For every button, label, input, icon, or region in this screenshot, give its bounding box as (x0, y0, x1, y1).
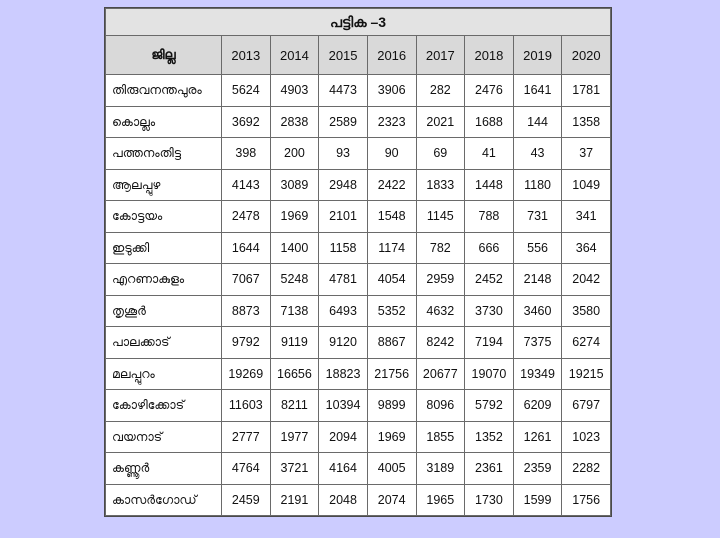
value-cell: 1833 (416, 169, 465, 201)
value-cell: 1352 (465, 421, 514, 453)
table-row (106, 390, 611, 422)
value-cell: 1261 (513, 421, 562, 453)
value-cell: 4143 (222, 169, 271, 201)
value-cell: 3189 (416, 453, 465, 485)
value-cell: 731 (513, 201, 562, 233)
value-cell: 9792 (222, 327, 271, 359)
value-cell: 2948 (319, 169, 368, 201)
value-cell: 1644 (222, 232, 271, 264)
value-cell: 1969 (367, 421, 416, 453)
value-cell: 2478 (222, 201, 271, 233)
value-cell: 4164 (319, 453, 368, 485)
value-cell: 6209 (513, 390, 562, 422)
value-cell: 5248 (270, 264, 319, 296)
value-cell: 6797 (562, 390, 611, 422)
value-cell: 7067 (222, 264, 271, 296)
value-cell: 2042 (562, 264, 611, 296)
value-cell: 93 (319, 138, 368, 170)
table-row (106, 201, 611, 233)
value-cell: 8211 (270, 390, 319, 422)
value-cell: 1965 (416, 484, 465, 516)
table-row (106, 295, 611, 327)
value-cell: 19349 (513, 358, 562, 390)
value-cell: 1448 (465, 169, 514, 201)
table-row (106, 232, 611, 264)
value-cell: 1855 (416, 421, 465, 453)
value-cell: 2589 (319, 106, 368, 138)
year-header-2019: 2019 (513, 36, 562, 75)
table-row (106, 106, 611, 138)
data-table-container (104, 7, 612, 517)
value-cell: 37 (562, 138, 611, 170)
table-row (106, 358, 611, 390)
value-cell: 7138 (270, 295, 319, 327)
value-cell: 1599 (513, 484, 562, 516)
value-cell: 2021 (416, 106, 465, 138)
year-header-2015: 2015 (319, 36, 368, 75)
district-name-cell: കോട്ടയം (106, 201, 222, 233)
value-cell: 8873 (222, 295, 271, 327)
value-cell: 19070 (465, 358, 514, 390)
value-cell: 18823 (319, 358, 368, 390)
value-cell: 2101 (319, 201, 368, 233)
value-cell: 11603 (222, 390, 271, 422)
value-cell: 3580 (562, 295, 611, 327)
value-cell: 21756 (367, 358, 416, 390)
district-name-cell: കോഴിക്കോട് (106, 390, 222, 422)
table-row (106, 75, 611, 107)
value-cell: 2191 (270, 484, 319, 516)
value-cell: 1145 (416, 201, 465, 233)
value-cell: 8242 (416, 327, 465, 359)
table-row (106, 421, 611, 453)
year-header-2013: 2013 (222, 36, 271, 75)
value-cell: 666 (465, 232, 514, 264)
value-cell: 9120 (319, 327, 368, 359)
district-name-cell: ആലപ്പുഴ (106, 169, 222, 201)
value-cell: 9899 (367, 390, 416, 422)
value-cell: 282 (416, 75, 465, 107)
value-cell: 69 (416, 138, 465, 170)
value-cell: 2094 (319, 421, 368, 453)
value-cell: 4054 (367, 264, 416, 296)
table-body (106, 75, 611, 516)
value-cell: 7194 (465, 327, 514, 359)
value-cell: 341 (562, 201, 611, 233)
value-cell: 398 (222, 138, 271, 170)
year-header-2018: 2018 (465, 36, 514, 75)
value-cell: 4764 (222, 453, 271, 485)
district-name-cell: തൃശൂർ (106, 295, 222, 327)
district-name-cell: ഇടുക്കി (106, 232, 222, 264)
value-cell: 90 (367, 138, 416, 170)
value-cell: 6274 (562, 327, 611, 359)
year-header-2014: 2014 (270, 36, 319, 75)
value-cell: 2282 (562, 453, 611, 485)
value-cell: 2422 (367, 169, 416, 201)
value-cell: 8867 (367, 327, 416, 359)
value-cell: 364 (562, 232, 611, 264)
value-cell: 2452 (465, 264, 514, 296)
district-name-cell: കൊല്ലം (106, 106, 222, 138)
year-header-2017: 2017 (416, 36, 465, 75)
value-cell: 1969 (270, 201, 319, 233)
value-cell: 2359 (513, 453, 562, 485)
value-cell: 788 (465, 201, 514, 233)
table-header-row (106, 36, 611, 75)
value-cell: 1174 (367, 232, 416, 264)
value-cell: 19215 (562, 358, 611, 390)
value-cell: 4781 (319, 264, 368, 296)
value-cell: 4903 (270, 75, 319, 107)
value-cell: 1400 (270, 232, 319, 264)
value-cell: 3089 (270, 169, 319, 201)
value-cell: 1781 (562, 75, 611, 107)
value-cell: 2148 (513, 264, 562, 296)
value-cell: 1548 (367, 201, 416, 233)
value-cell: 3730 (465, 295, 514, 327)
value-cell: 1358 (562, 106, 611, 138)
value-cell: 1023 (562, 421, 611, 453)
value-cell: 6493 (319, 295, 368, 327)
value-cell: 1756 (562, 484, 611, 516)
value-cell: 2074 (367, 484, 416, 516)
year-header-2020: 2020 (562, 36, 611, 75)
value-cell: 1158 (319, 232, 368, 264)
value-cell: 1641 (513, 75, 562, 107)
value-cell: 1180 (513, 169, 562, 201)
value-cell: 3460 (513, 295, 562, 327)
table-row (106, 138, 611, 170)
value-cell: 2838 (270, 106, 319, 138)
district-year-table (105, 8, 611, 516)
value-cell: 7375 (513, 327, 562, 359)
value-cell: 144 (513, 106, 562, 138)
table-title: പട്ടിക –3 (106, 9, 611, 36)
value-cell: 41 (465, 138, 514, 170)
district-name-cell: വയനാട് (106, 421, 222, 453)
table-row (106, 484, 611, 516)
value-cell: 20677 (416, 358, 465, 390)
value-cell: 5624 (222, 75, 271, 107)
district-name-cell: കാസർഗോഡ് (106, 484, 222, 516)
value-cell: 2048 (319, 484, 368, 516)
table-row (106, 327, 611, 359)
district-name-cell: എറണാകുളം (106, 264, 222, 296)
table-row (106, 169, 611, 201)
district-name-cell: മലപ്പുറം (106, 358, 222, 390)
district-name-cell: കണ്ണൂർ (106, 453, 222, 485)
value-cell: 2323 (367, 106, 416, 138)
district-column-header: ജില്ല (106, 36, 222, 75)
value-cell: 5352 (367, 295, 416, 327)
value-cell: 19269 (222, 358, 271, 390)
value-cell: 782 (416, 232, 465, 264)
value-cell: 43 (513, 138, 562, 170)
value-cell: 3692 (222, 106, 271, 138)
value-cell: 3721 (270, 453, 319, 485)
value-cell: 4473 (319, 75, 368, 107)
value-cell: 1688 (465, 106, 514, 138)
district-name-cell: തിരുവനന്തപുരം (106, 75, 222, 107)
value-cell: 556 (513, 232, 562, 264)
value-cell: 1049 (562, 169, 611, 201)
value-cell: 3906 (367, 75, 416, 107)
value-cell: 8096 (416, 390, 465, 422)
district-name-cell: പാലക്കാട് (106, 327, 222, 359)
year-header-2016: 2016 (367, 36, 416, 75)
value-cell: 2459 (222, 484, 271, 516)
value-cell: 2361 (465, 453, 514, 485)
value-cell: 4005 (367, 453, 416, 485)
value-cell: 10394 (319, 390, 368, 422)
district-name-cell: പത്തനംതിട്ട (106, 138, 222, 170)
value-cell: 9119 (270, 327, 319, 359)
value-cell: 2476 (465, 75, 514, 107)
value-cell: 16656 (270, 358, 319, 390)
table-title-row (106, 9, 611, 36)
value-cell: 1977 (270, 421, 319, 453)
value-cell: 200 (270, 138, 319, 170)
value-cell: 5792 (465, 390, 514, 422)
value-cell: 1730 (465, 484, 514, 516)
value-cell: 2959 (416, 264, 465, 296)
table-row (106, 264, 611, 296)
value-cell: 4632 (416, 295, 465, 327)
value-cell: 2777 (222, 421, 271, 453)
table-row (106, 453, 611, 485)
